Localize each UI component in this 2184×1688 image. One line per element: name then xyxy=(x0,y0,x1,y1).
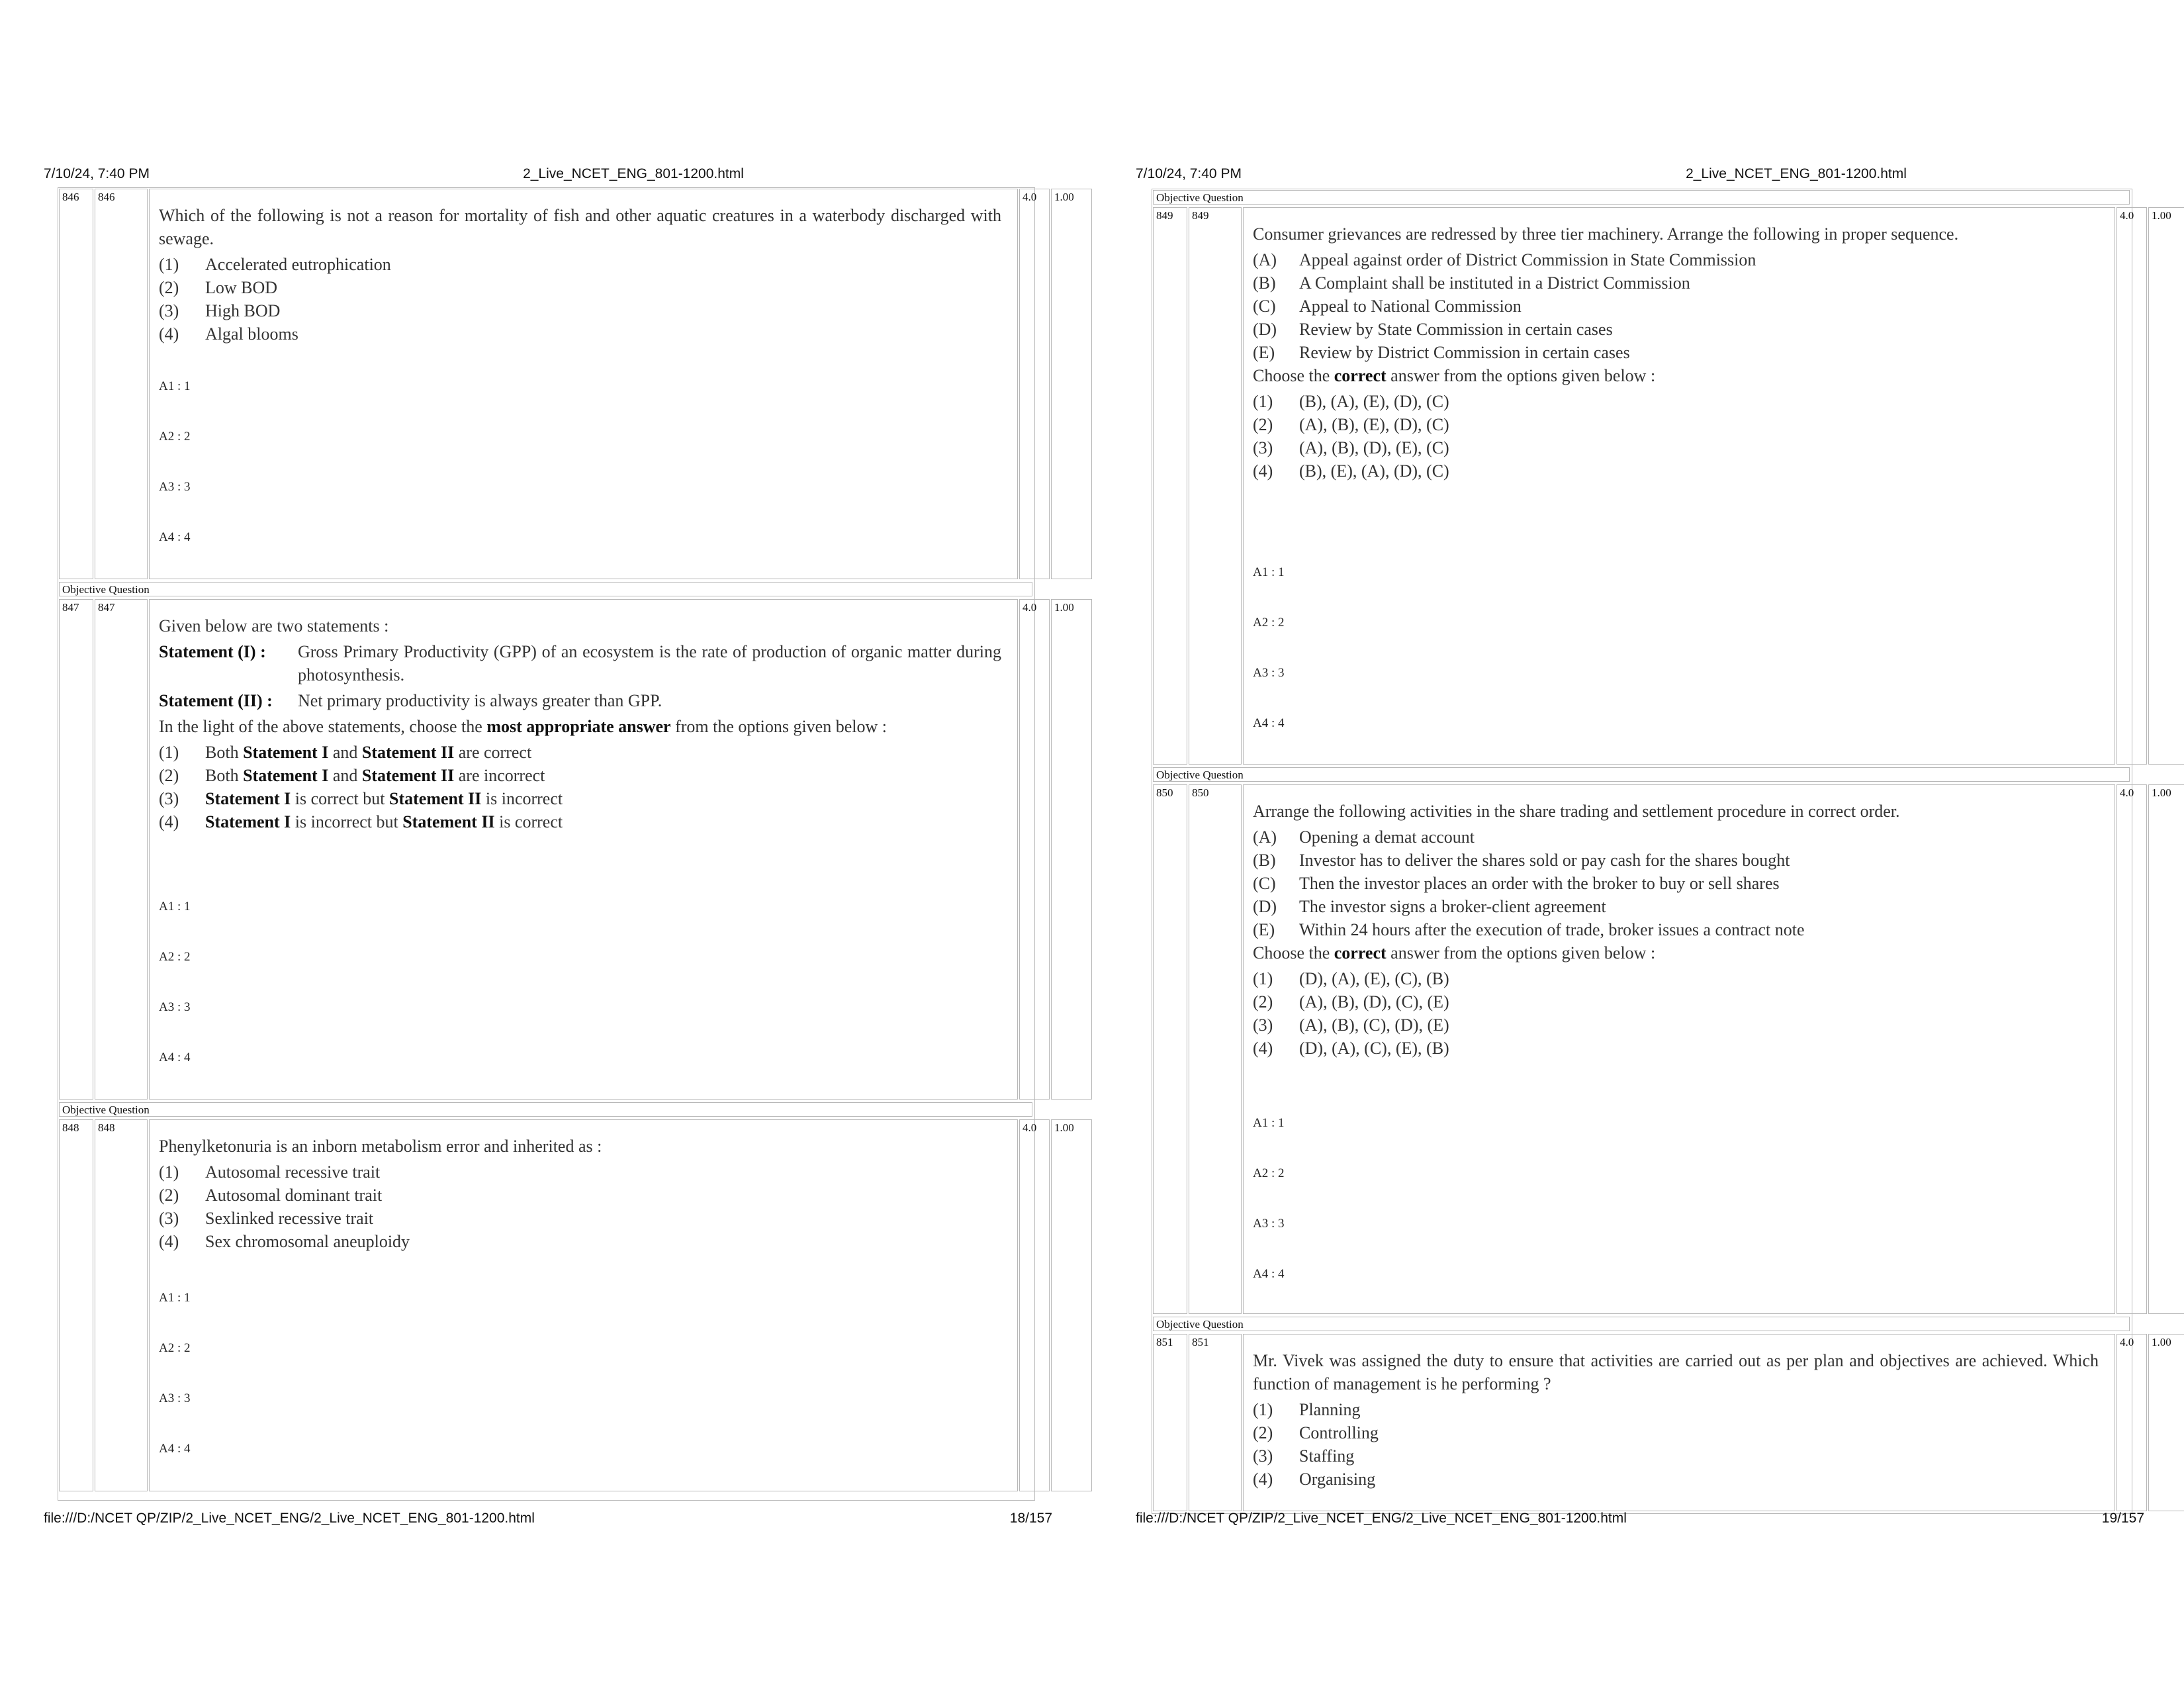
question-row-846 xyxy=(59,189,1074,579)
answer-2: A2 : 2 xyxy=(159,430,191,444)
answer-4: A4 : 4 xyxy=(159,530,191,544)
marks-cell: 4.0 xyxy=(1019,189,1050,579)
section-label: Objective Question xyxy=(59,1102,1032,1117)
print-date: 7/10/24, 7:40 PM xyxy=(1136,166,1242,181)
question-body xyxy=(1253,1349,2099,1491)
option-4: (4) (D), (A), (C), (E), (B) xyxy=(1253,1039,1449,1058)
question-body xyxy=(1253,800,2099,1060)
negative-marks-cell: 1.00 xyxy=(1051,1119,1092,1491)
item-e: (E) Review by District Commission in certain cases xyxy=(1253,343,1630,362)
option-1: (1) Both Statement I and Statement II are correct xyxy=(159,743,532,762)
item-d: (D) The investor signs a broker-client agreement xyxy=(1253,897,1606,916)
question-body-cell xyxy=(1243,784,2115,1314)
question-id-cell: 851 xyxy=(1189,1334,1242,1511)
serial-cell: 846 xyxy=(59,189,93,579)
option-2: (2) Both Statement I and Statement II are incorrect xyxy=(159,766,545,785)
answer-2: A2 : 2 xyxy=(1253,616,1285,630)
answer-1: A1 : 1 xyxy=(159,379,191,393)
option-2: (2) Controlling xyxy=(1253,1423,1379,1442)
serial-cell: 850 xyxy=(1153,784,1187,1314)
option-4: (4) Sex chromosomal aneuploidy xyxy=(159,1232,410,1251)
question-body xyxy=(159,614,1001,833)
answer-3: A3 : 3 xyxy=(159,1391,191,1405)
serial-cell: 847 xyxy=(59,599,93,1100)
item-b: (B) A Complaint shall be instituted in a District Commission xyxy=(1253,273,1690,293)
section-label: Objective Question xyxy=(1153,1317,2130,1331)
negative-marks-cell: 1.00 xyxy=(2148,1334,2184,1511)
option-1: (1) Planning xyxy=(1253,1400,1361,1419)
statement-2: Statement (II) : Net primary productivity is always greater than GPP. xyxy=(159,691,662,710)
marks-cell: 4.0 xyxy=(2116,1334,2147,1511)
serial-cell: 851 xyxy=(1153,1334,1187,1511)
serial-cell: 848 xyxy=(59,1119,93,1491)
item-a: (A) Opening a demat account xyxy=(1253,827,1475,847)
option-4: (4) Algal blooms xyxy=(159,324,298,344)
option-2: (2) (A), (B), (D), (C), (E) xyxy=(1253,992,1449,1011)
option-3: (3) High BOD xyxy=(159,301,281,320)
question-stem: Arrange the following activities in the share trading and settlement procedure in correct order. xyxy=(1253,802,1900,821)
answer-4: A4 : 4 xyxy=(1253,1267,1285,1281)
option-4: (4) Statement I is incorrect but Statement II is correct xyxy=(159,812,563,831)
question-id-cell: 848 xyxy=(95,1119,148,1491)
question-id-cell: 846 xyxy=(95,189,148,579)
question-row-850 xyxy=(1153,784,2171,1314)
answer-4: A4 : 4 xyxy=(1253,716,1285,730)
item-c: (C) Appeal to National Commission xyxy=(1253,297,1522,316)
answer-1: A1 : 1 xyxy=(1253,1116,1285,1130)
negative-marks-cell: 1.00 xyxy=(2148,207,2184,765)
question-id-cell: 850 xyxy=(1189,784,1242,1314)
question-stem: Which of the following is not a reason for mortality of fish and other aquatic creatures in a waterbody discharged with sewage. xyxy=(159,206,1001,248)
print-date: 7/10/24, 7:40 PM xyxy=(44,166,150,181)
question-stem: Phenylketonuria is an inborn metabolism error and inherited as : xyxy=(159,1137,602,1156)
option-1: (1) Accelerated eutrophication xyxy=(159,255,391,274)
footer-file-path: file:///D:/NCET QP/ZIP/2_Live_NCET_ENG/2_Live_NCET_ENG_801-1200.html xyxy=(44,1511,535,1526)
question-stem: Mr. Vivek was assigned the duty to ensure that activities are carried out as per plan and objectives are achieved. Which function of management is he performing ? xyxy=(1253,1351,2099,1393)
section-label: Objective Question xyxy=(59,582,1032,596)
answer-2: A2 : 2 xyxy=(1253,1166,1285,1180)
item-b: (B) Investor has to deliver the shares sold or pay cash for the shares bought xyxy=(1253,851,1790,870)
option-3: (3) Sexlinked recessive trait xyxy=(159,1209,374,1228)
marks-cell: 4.0 xyxy=(2116,784,2147,1314)
section-label: Objective Question xyxy=(1153,190,2130,205)
answer-2: A2 : 2 xyxy=(159,950,191,964)
question-stem: Consumer grievances are redressed by three tier machinery. Arrange the following in proper sequence. xyxy=(1253,224,1959,244)
question-id-cell: 849 xyxy=(1189,207,1242,765)
answer-1: A1 : 1 xyxy=(1253,565,1285,579)
option-2: (2) (A), (B), (E), (D), (C) xyxy=(1253,415,1449,434)
question-row-848 xyxy=(59,1119,1074,1491)
negative-marks-cell: 1.00 xyxy=(1051,189,1092,579)
statement-1: Statement (I) : Gross Primary Productivity (GPP) of an ecosystem is the rate of production of organic matter during photosynthesis. xyxy=(159,642,1001,684)
question-body-cell xyxy=(149,1119,1018,1491)
option-3: (3) Statement I is correct but Statement II is incorrect xyxy=(159,789,563,808)
answer-1: A1 : 1 xyxy=(159,1291,191,1305)
marks-cell: 4.0 xyxy=(1019,599,1050,1100)
instruction: In the light of the above statements, choose the most appropriate answer from the options given below : xyxy=(159,717,887,736)
answer-1: A1 : 1 xyxy=(159,900,191,914)
question-body-cell xyxy=(149,189,1018,579)
option-1: (1) (D), (A), (E), (C), (B) xyxy=(1253,969,1449,988)
section-label: Objective Question xyxy=(1153,767,2130,782)
question-body-cell xyxy=(1243,1334,2115,1511)
option-3: (3) (A), (B), (C), (D), (E) xyxy=(1253,1015,1449,1035)
answer-3: A3 : 3 xyxy=(159,1000,191,1014)
question-body xyxy=(159,204,1001,346)
page-number: 19/157 xyxy=(2101,1511,2144,1526)
answer-3: A3 : 3 xyxy=(1253,666,1285,680)
question-row-847 xyxy=(59,599,1074,1100)
marks-cell: 4.0 xyxy=(1019,1119,1050,1491)
item-d: (D) Review by State Commission in certain cases xyxy=(1253,320,1613,339)
question-row-849 xyxy=(1153,207,2171,765)
option-3: (3) Staffing xyxy=(1253,1446,1355,1466)
option-1: (1) Autosomal recessive trait xyxy=(159,1162,381,1182)
item-e: (E) Within 24 hours after the execution of trade, broker issues a contract note xyxy=(1253,920,1805,939)
question-body-cell xyxy=(1243,207,2115,765)
item-a: (A) Appeal against order of District Commission in State Commission xyxy=(1253,250,1756,269)
question-id-cell: 847 xyxy=(95,599,148,1100)
answer-3: A3 : 3 xyxy=(1253,1217,1285,1231)
question-stem: Given below are two statements : xyxy=(159,616,389,635)
page-number: 18/157 xyxy=(1009,1511,1052,1526)
page-19 xyxy=(1092,0,2184,1688)
answer-4: A4 : 4 xyxy=(159,1442,191,1456)
option-4: (4) Organising xyxy=(1253,1470,1376,1489)
answer-3: A3 : 3 xyxy=(159,480,191,494)
question-body xyxy=(159,1135,1001,1253)
negative-marks-cell: 1.00 xyxy=(2148,784,2184,1314)
negative-marks-cell: 1.00 xyxy=(1051,599,1092,1100)
marks-cell: 4.0 xyxy=(2116,207,2147,765)
instruction: Choose the correct answer from the options given below : xyxy=(1253,943,1656,962)
print-title: 2_Live_NCET_ENG_801-1200.html xyxy=(523,166,744,181)
print-title: 2_Live_NCET_ENG_801-1200.html xyxy=(1686,166,1907,181)
item-c: (C) Then the investor places an order with the broker to buy or sell shares xyxy=(1253,874,1780,893)
option-1: (1) (B), (A), (E), (D), (C) xyxy=(1253,392,1449,411)
instruction: Choose the correct answer from the options given below : xyxy=(1253,366,1656,385)
footer-file-path: file:///D:/NCET QP/ZIP/2_Live_NCET_ENG/2_Live_NCET_ENG_801-1200.html xyxy=(1136,1511,1627,1526)
option-2: (2) Autosomal dominant trait xyxy=(159,1186,383,1205)
question-row-851 xyxy=(1153,1334,2171,1511)
option-2: (2) Low BOD xyxy=(159,278,278,297)
question-body xyxy=(1253,222,2099,483)
question-body-cell xyxy=(149,599,1018,1100)
answer-4: A4 : 4 xyxy=(159,1051,191,1064)
option-4: (4) (B), (E), (A), (D), (C) xyxy=(1253,461,1449,481)
answer-2: A2 : 2 xyxy=(159,1341,191,1355)
option-3: (3) (A), (B), (D), (E), (C) xyxy=(1253,438,1449,457)
serial-cell: 849 xyxy=(1153,207,1187,765)
